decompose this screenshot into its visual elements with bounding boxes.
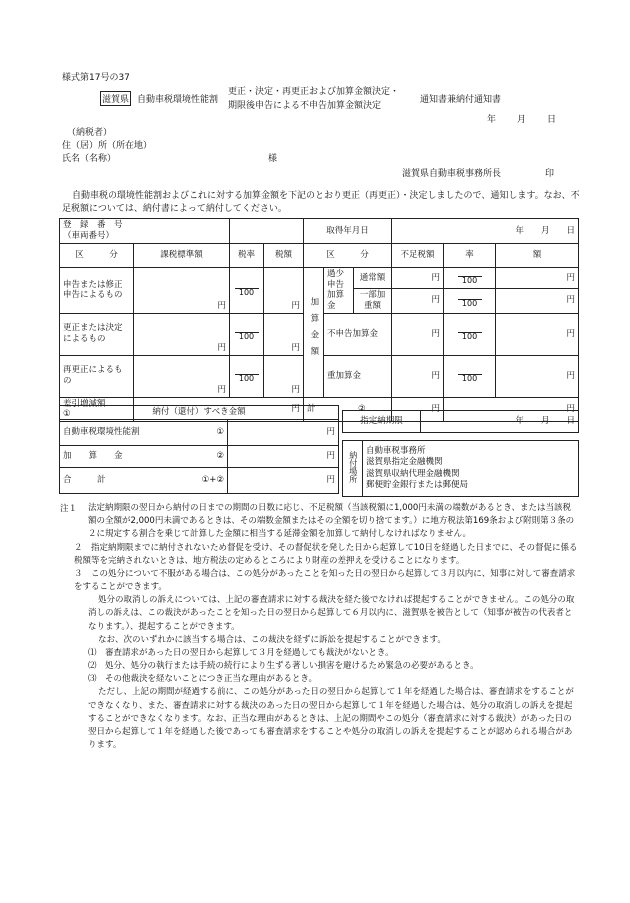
deadline-value: 年 月 日 xyxy=(421,411,579,433)
juka-label: 重加算金 xyxy=(324,355,392,397)
deadline-label: 指定納期限 xyxy=(343,411,421,433)
date-year: 年 xyxy=(487,115,497,125)
rate2-2: 100 xyxy=(444,289,496,313)
pay-yen-1: 円 xyxy=(228,420,339,446)
base-yen-2: 円 xyxy=(134,313,230,355)
base-yen-3: 円 xyxy=(134,355,230,397)
sashihiki-label: 差引増減額 ① xyxy=(60,397,134,421)
short-yen-4: 円 xyxy=(392,355,444,397)
registration-value xyxy=(230,219,304,244)
title-tail: 通知書兼納付通知書 xyxy=(420,95,502,105)
amount-yen-4: 円 xyxy=(496,355,579,397)
seal-mark: 印 xyxy=(545,169,555,179)
title-line-1: 更正・決定・再更正および加算金額決定・ xyxy=(228,87,400,97)
row-recorrected: 再更正によるもの xyxy=(60,355,134,397)
registration-label: 登 録 番 号 xyxy=(63,220,123,231)
sashihiki-yen: 円 xyxy=(134,397,304,421)
note-3-p1: 処分の取消しの訴えについては、上記の審査請求に対する裁決を経た後でなければ提起することができません。この処分の取消しの訴えは、この裁決があったことを知った日の翌日から起算して６月以内に、滋賀県を被告として（知事が被告の代表者となります。）、提起することができます。 xyxy=(88,595,575,632)
kashoshin-label: 過少申告加算金 xyxy=(324,268,354,314)
sama-label: 様 xyxy=(268,154,278,164)
assessment-table xyxy=(59,218,579,422)
col-amount: 額 xyxy=(496,244,579,268)
note-2: ２ 指定納期限までに納付されないため督促を受け、その督促状を発した日から起算して10日を経過した日までに、その督促に係る税額等を完納されないときは、地方税法の定めるところにより財産の差押えを受けることになります。 xyxy=(74,542,578,566)
note-3-i3: ⑶ その他裁決を経ないことにつき正当な理由があるとき。 xyxy=(88,674,317,685)
note-3-i1: ⑴ 審査請求があった日の翌日から起算して３月を経過しても裁決がないとき。 xyxy=(88,647,394,658)
short-yen-2: 円 xyxy=(392,289,444,313)
col-kubun-2: 区 分 xyxy=(304,244,392,268)
col-short: 不足税額 xyxy=(392,244,444,268)
address-label: 住（居）所（所在地） xyxy=(62,141,153,151)
note-1: 法定納期限の翌日から納付の日までの期間の日数に応じ、不足税額（当該税額に1,000円未満の端数があるとき、または当該税額の全額が2,000円未満であるときは、その端数金額またはその全額を切り捨てます。）に地方税法第169条および附則第３条の２に規定する割合を乗じて計算した金額に相当する延滞金額を加算して納付しなければなりません。 xyxy=(88,503,575,540)
intro-text: 自動車税の環境性能割およびこれに対する加算金額を下記のとおり更正（再更正）・決定しましたので、通知します。なお、不足税額については、納付書によって納付してください。 xyxy=(62,191,580,215)
pay-item-3: 合 計 ①+② xyxy=(60,468,228,494)
name-label: 氏名（名称） xyxy=(62,154,117,164)
kasan-label: 加算金額 xyxy=(304,268,324,398)
note-3: ３ この処分について不服がある場合は、この処分があったことを知った日の翌日から起算して３月以内に、知事に対して審査請求をすることができます。 xyxy=(74,568,576,593)
short-yen-1: 円 xyxy=(392,268,444,289)
note-3-p3: ただし、上記の期間が経過する前に、この処分があった日の翌日から起算して１年を経過した場合は、審査請求をすることができなくなり、また、審査請求に対する裁決のあった日の翌日から起算して１年を経過した場合は、処分の取消しの訴えを提起することができなくなります。なお、正当な理由があるときは、上記の期間やこの処分（審査請求に対する裁決）があった日の翌日から起算して１年を経過した後であっても審査請求をすることや処分の取消しの訴えを提起することが認められる場合があります。 xyxy=(88,687,574,751)
tsujo-label: 通常額 xyxy=(354,268,392,289)
place-table xyxy=(342,440,579,497)
rate-1: 100 xyxy=(230,268,264,314)
tax-yen-2: 円 xyxy=(264,313,304,355)
col-tax: 税額 xyxy=(264,244,304,268)
note-1-mark: 注１ xyxy=(60,504,78,514)
note-3-p2: なお、次のいずれかに該当する場合は、この裁決を経ずに訴訟を提起することができます。 xyxy=(98,634,446,645)
ichibu-label: 一部加重額 xyxy=(354,289,392,313)
date-day: 日 xyxy=(547,115,557,125)
prefecture-box: 滋賀県 xyxy=(100,91,131,106)
issuer: 滋賀県自動車税事務所長 xyxy=(402,169,502,179)
note-3-i2: ⑵ 処分、処分の執行または手続の続行により生ずる著しい損害を避けるため緊急の必要があるとき。 xyxy=(88,661,479,672)
pay-item-1: 自動車税環境性能割 ① xyxy=(60,420,228,446)
acquisition-label: 取得年月日 xyxy=(304,219,392,244)
place-item: 滋賀県収納代理金融機関 xyxy=(366,468,460,479)
amount-yen-1: 円 xyxy=(496,268,579,289)
place-item: 自動車税事務所 xyxy=(366,446,426,457)
registration-sub: （車両番号） xyxy=(63,231,115,241)
form-number: 様式第17号の37 xyxy=(62,73,130,83)
rate2-3: 100 xyxy=(444,313,496,355)
col-kubun: 区 分 xyxy=(60,244,134,268)
pay-yen-3: 円 xyxy=(228,468,339,494)
date-month: 月 xyxy=(517,115,527,125)
rate2-4: 100 xyxy=(444,355,496,397)
place-label: 納付場所 xyxy=(343,441,363,497)
taxpayer-title: （納税者） xyxy=(67,128,113,138)
fushinkoku-label: 不申告加算金 xyxy=(324,313,392,355)
col-rate-2: 率 xyxy=(444,244,496,268)
kei-label: 計 ② xyxy=(304,397,392,421)
amount-yen-3: 円 xyxy=(496,313,579,355)
place-item: 滋賀県指定金融機関 xyxy=(366,457,443,468)
pay-yen-2: 円 xyxy=(228,446,339,468)
tax-yen-1: 円 xyxy=(264,268,304,314)
notes-block xyxy=(74,502,578,752)
place-item: 郵便貯金銀行または郵便局 xyxy=(366,479,469,490)
short-yen-3: 円 xyxy=(392,313,444,355)
kei-amount-yen: 円 xyxy=(444,397,579,421)
tax-yen-3: 円 xyxy=(264,355,304,397)
col-rate: 税率 xyxy=(230,244,264,268)
col-base: 課税標準額 xyxy=(134,244,230,268)
row-declared: 申告または修正申告によるもの xyxy=(60,268,134,314)
base-yen-1: 円 xyxy=(134,268,230,314)
place-list xyxy=(363,441,579,497)
deadline-table xyxy=(342,410,579,433)
acquisition-date: 年 月 日 xyxy=(392,219,579,244)
rate2-1: 100 xyxy=(444,268,496,289)
kei-short-yen: 円 xyxy=(392,397,444,421)
pay-item-2: 加 算 金 ② xyxy=(60,446,228,468)
tax-name: 自動車税環境性能割 xyxy=(137,95,219,105)
rate-2: 100 xyxy=(230,313,264,355)
row-corrected: 更正または決定によるもの xyxy=(60,313,134,355)
title-line-2: 期限後申告による不申告加算金額決定 xyxy=(228,101,382,111)
payment-table xyxy=(59,405,339,494)
payment-header: 納付（還付）すべき金額 xyxy=(60,406,339,420)
rate-3: 100 xyxy=(230,355,264,397)
registration-label-cell xyxy=(60,219,230,244)
amount-yen-2: 円 xyxy=(496,289,579,313)
